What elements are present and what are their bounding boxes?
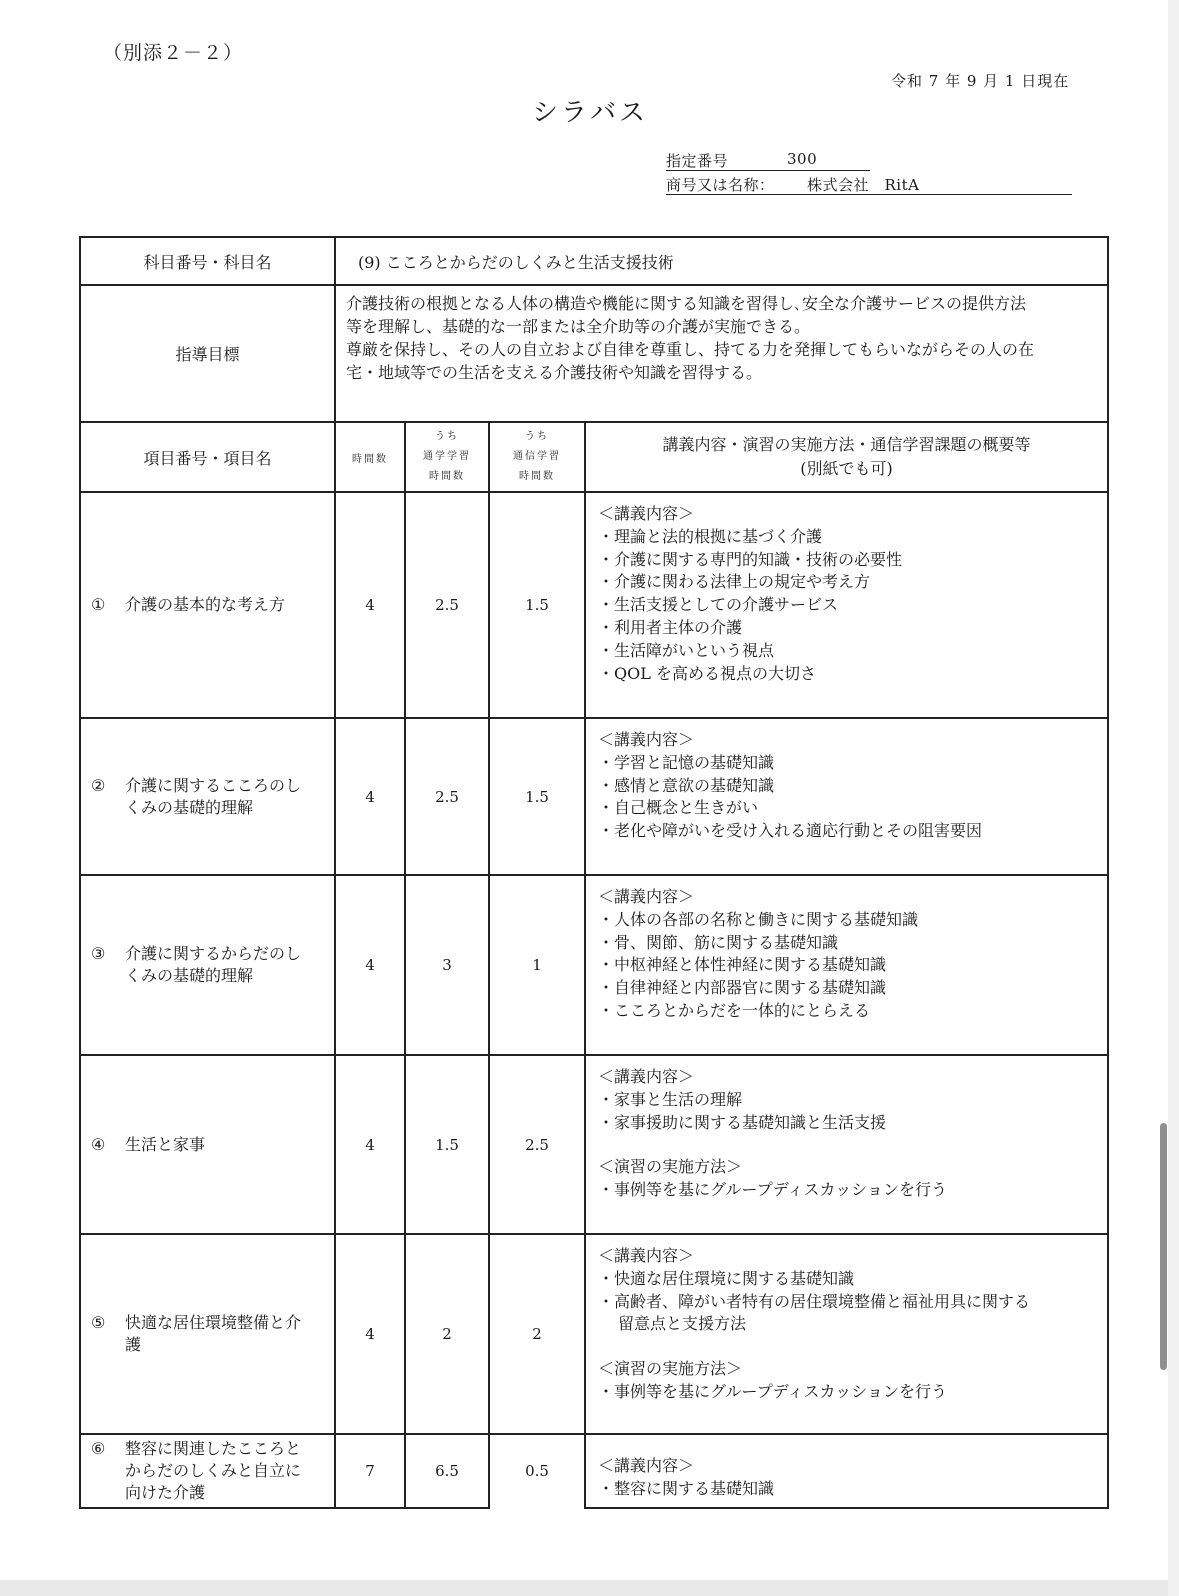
designation-value: 300 [787, 150, 818, 168]
scrollbar-thumb[interactable] [1160, 1123, 1167, 1370]
correspondence-hours-cell: 1 [489, 875, 585, 1055]
content-line: ・事例等を基にグループディスカッションを行う [598, 1381, 947, 1401]
content-line: ・自己概念と生きがい [598, 798, 759, 818]
hours-cell: 4 [335, 492, 405, 718]
col-content-line1: 講義内容・演習の実施方法・通信学習課題の概要等 [662, 435, 1031, 454]
correspondence-hours-cell: 0.5 [489, 1434, 585, 1508]
content-line: ・介護に関する専門的知識・技術の必要性 [598, 549, 903, 569]
item-cell [80, 718, 335, 875]
goal-row [80, 285, 1108, 422]
content-line: ・高齢者、障がい者特有の居住環境整備と福祉用具に関する [598, 1291, 1031, 1311]
content-line: 留意点と支援方法 [618, 1314, 747, 1334]
content-line: ・整容に関する基礎知識 [598, 1478, 775, 1498]
table-row [80, 718, 1108, 875]
company-label: 商号又は名称： [666, 176, 775, 194]
content-cell [585, 1055, 1108, 1234]
content-line: ＜講義内容＞ [598, 504, 695, 523]
item-cell [80, 1055, 335, 1234]
commute-hours-cell: 2.5 [405, 718, 489, 875]
content-line: ・自律神経と内部器官に関する基礎知識 [598, 978, 887, 998]
item-name-line: 介護の基本的な考え方 [125, 595, 286, 614]
table-row [80, 1055, 1108, 1234]
content-line: ・家事援助に関する基礎知識と生活支援 [598, 1112, 887, 1132]
correspondence-hours-cell: 2 [489, 1234, 585, 1434]
content-line: ・QOL を高める視点の大切さ [598, 663, 816, 683]
goal-line: 等を理解し、基礎的な一部または全介助等の介護が実施できる。 [346, 317, 811, 336]
col-commute-mid: 通学学習 [423, 451, 471, 462]
content-line: ＜講義内容＞ [598, 730, 695, 749]
content-line: ・事例等を基にグループディスカッションを行う [598, 1180, 947, 1200]
col-content-header [585, 422, 1108, 492]
content-line: ・こころとからだを一体的にとらえる [598, 1000, 871, 1020]
subject-label: 科目番号・科目名 [80, 237, 335, 285]
item-number: ⑤ [91, 1313, 106, 1332]
correspondence-hours-cell: 1.5 [489, 492, 585, 718]
correspondence-hours-cell: 1.5 [489, 718, 585, 875]
col-hours-header: 時間数 [335, 422, 405, 492]
commute-hours-cell: 6.5 [405, 1434, 489, 1508]
content-cell [585, 1434, 1108, 1508]
content-line: ＜講義内容＞ [598, 1456, 695, 1475]
company-name-field [666, 174, 1072, 195]
item-name-line: 介護に関するこころのし [125, 775, 302, 795]
item-cell [80, 1434, 335, 1508]
content-line: ＜講義内容＞ [598, 887, 695, 906]
content-spacer [598, 1134, 1095, 1156]
item-name-line: 生活と家事 [125, 1134, 206, 1154]
designation-label: 指定番号 [666, 152, 729, 170]
hours-cell: 4 [335, 1234, 405, 1434]
col-corr-mid: 通信学習 [513, 451, 561, 462]
col-content-line2: (別紙でも可) [800, 459, 893, 478]
content-line: ・生活障がいという視点 [598, 640, 775, 660]
hours-cell: 4 [335, 718, 405, 875]
content-line: ＜演習の実施方法＞ [598, 1157, 743, 1177]
table-row [80, 875, 1108, 1055]
content-line: ＜講義内容＞ [598, 1246, 695, 1265]
item-number: ④ [91, 1134, 106, 1154]
column-header-row [80, 422, 1108, 492]
item-name-line: 整容に関連したこころと [125, 1438, 302, 1458]
content-line: ・理論と法的根拠に基づく介護 [598, 526, 823, 546]
goal-line: 介護技術の根拠となる人体の構造や機能に関する知識を習得し､安全な介護サービスの提供方法 [346, 294, 1027, 313]
content-line: ・学習と記憶の基礎知識 [598, 752, 775, 772]
content-line: ・利用者主体の介護 [598, 617, 743, 637]
item-name-line: くみの基礎的理解 [125, 966, 254, 985]
col-correspondence-header [489, 422, 585, 492]
commute-hours-cell: 3 [405, 875, 489, 1055]
commute-hours-cell: 2.5 [405, 492, 489, 718]
content-line: ・快適な居住環境に関する基礎知識 [598, 1268, 855, 1288]
page-title: シラバス [531, 98, 648, 128]
col-commute-bot: 時間数 [429, 471, 465, 482]
content-cell [585, 718, 1108, 875]
content-line: ・感情と意欲の基礎知識 [598, 775, 775, 795]
item-cell [80, 1234, 335, 1434]
goal-line: 尊厳を保持し、その人の自立および自律を尊重し、持てる力を発揮してもらいながらその人の在 [346, 340, 1035, 359]
item-number: ② [91, 775, 106, 795]
item-cell [80, 875, 335, 1055]
content-line: ・老化や障がいを受け入れる適応行動とその阻害要因 [598, 821, 983, 841]
item-number: ③ [91, 944, 106, 963]
item-name-line: 介護に関するからだのし [125, 944, 302, 963]
as-of-date: 令和 7 年 9 月 1 日現在 [891, 72, 1070, 90]
col-corr-bot: 時間数 [519, 471, 555, 482]
content-cell [585, 492, 1108, 718]
table-row [80, 1234, 1108, 1434]
item-name-line: からだのしくみと自立に [125, 1460, 302, 1480]
item-number: ⑥ [91, 1438, 106, 1458]
content-line: ＜講義内容＞ [598, 1067, 695, 1086]
table-row [80, 492, 1108, 718]
content-line: ・骨、関節、筋に関する基礎知識 [598, 932, 839, 952]
goal-text [335, 285, 1108, 422]
col-commute-header [405, 422, 489, 492]
commute-hours-cell: 2 [405, 1234, 489, 1434]
content-line: ・中枢神経と体性神経に関する基礎知識 [598, 955, 887, 975]
item-name-line: 護 [125, 1335, 142, 1354]
subject-value: (9) こころとからだのしくみと生活支援技術 [335, 237, 1108, 285]
content-cell [585, 1234, 1108, 1434]
table-row [80, 1434, 1108, 1508]
designation-number-field [666, 150, 870, 171]
goal-label: 指導目標 [80, 285, 335, 422]
content-cell [585, 875, 1108, 1055]
item-name-line: くみの基礎的理解 [125, 797, 254, 817]
content-line: ・人体の各部の名称と働きに関する基礎知識 [598, 909, 919, 929]
hours-cell: 4 [335, 875, 405, 1055]
item-name-line: 快適な居住環境整備と介 [125, 1313, 302, 1332]
hours-cell: 7 [335, 1434, 405, 1508]
col-item-header: 項目番号・項目名 [80, 422, 335, 492]
scrollbar-track[interactable] [1168, 0, 1179, 1596]
subject-row [80, 237, 1108, 285]
syllabus-table [79, 236, 1109, 1509]
content-line: ＜演習の実施方法＞ [598, 1359, 743, 1379]
commute-hours-cell: 1.5 [405, 1055, 489, 1234]
col-commute-top: うち [435, 431, 459, 442]
item-number: ① [91, 595, 106, 614]
item-name-line: 向けた介護 [125, 1482, 206, 1502]
item-cell [80, 492, 335, 718]
goal-line: 宅・地域等での生活を支える介護技術や知識を習得する。 [346, 363, 763, 382]
content-line: ・介護に関わる法律上の規定や考え方 [598, 572, 871, 592]
correspondence-hours-cell: 2.5 [489, 1055, 585, 1234]
attachment-label: （別添２－２） [103, 42, 244, 64]
content-line: ・家事と生活の理解 [598, 1089, 743, 1109]
content-line: ・生活支援としての介護サービス [598, 595, 839, 615]
company-value: 株式会社 RitA [807, 176, 920, 194]
col-corr-top: うち [525, 431, 549, 442]
content-spacer [598, 1336, 1095, 1358]
hours-cell: 4 [335, 1055, 405, 1234]
